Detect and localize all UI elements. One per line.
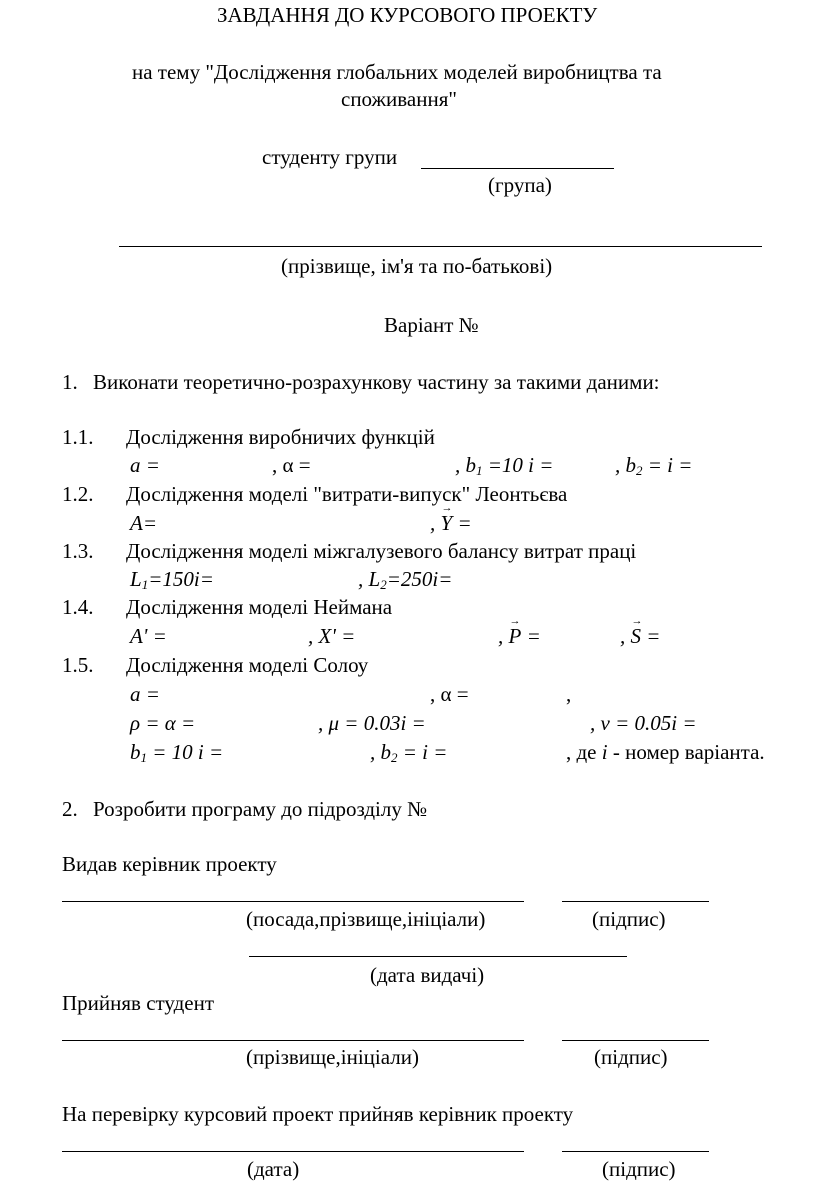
- formula-1-5-a: a =: [130, 682, 160, 706]
- issuer-signature-hint: (підпис): [592, 907, 666, 931]
- formula-1-3-L2: , $L_2=250i=$: [358, 567, 453, 592]
- document-title: ЗАВДАННЯ ДО КУРСОВОГО ПРОЕКТУ: [217, 3, 598, 27]
- formula-1-1-alpha: , α =: [272, 453, 311, 477]
- item-1-3-number: 1.3.: [62, 539, 94, 563]
- student-signature-hint: (підпис): [594, 1045, 668, 1069]
- variant-number-note: , де i - номер варіанта.: [566, 740, 765, 764]
- item-1-2-title: Дослідження моделі "витрати-випуск" Леонтьєва: [126, 482, 568, 506]
- item-1-4-title: Дослідження моделі Неймана: [126, 595, 393, 619]
- formula-1-4-S: , → S =: [620, 626, 660, 647]
- formula-1-5-b2: , $b_2 = i$ =: [370, 740, 448, 765]
- formula-1-2-Y: , → Y =: [430, 513, 472, 534]
- issue-date-field-line[interactable]: [249, 956, 627, 957]
- formula-1-1-b1: , $b_1 =10$ i =: [455, 453, 554, 478]
- item-1-4-number: 1.4.: [62, 595, 94, 619]
- formula-1-5-mu: , μ = 0.03i =: [318, 711, 426, 735]
- student-signature-field-line[interactable]: [562, 1040, 709, 1041]
- item-1-3-title: Дослідження моделі міжгалузевого балансу витрат праці: [126, 539, 637, 563]
- issued-label: Видав керівник проекту: [62, 852, 277, 876]
- review-signature-hint: (підпис): [602, 1157, 676, 1181]
- accepted-label: Прийняв студент: [62, 991, 215, 1015]
- student-name-field-line[interactable]: [119, 246, 762, 247]
- formula-1-4-A: A' =: [130, 624, 167, 648]
- task2-number: 2.: [62, 797, 78, 821]
- formula-1-1-a: a =: [130, 453, 160, 477]
- student-name-hint: (прізвище, ім'я та по-батькові): [281, 254, 553, 278]
- task1-text: Виконати теоретично-розрахункову частину за такими даними:: [93, 370, 660, 394]
- issuer-signature-field-line[interactable]: [562, 901, 709, 902]
- formula-1-5-alpha: , α =: [430, 682, 469, 706]
- review-signature-field-line[interactable]: [562, 1151, 709, 1152]
- review-date-field-line[interactable]: [62, 1151, 524, 1152]
- issue-date-hint: (дата видачі): [370, 963, 485, 987]
- theme-line-1: на тему "Дослідження глобальних моделей виробництва та: [132, 60, 662, 84]
- item-1-5-number: 1.5.: [62, 653, 94, 677]
- item-1-5-title: Дослідження моделі Солоу: [126, 653, 369, 677]
- item-1-2-number: 1.2.: [62, 482, 94, 506]
- variant-label: Варіант №: [384, 313, 479, 337]
- task1-number: 1.: [62, 370, 78, 394]
- review-date-hint: (дата): [247, 1157, 300, 1181]
- formula-1-2-A: A=: [130, 511, 157, 535]
- formula-1-4-X: , X' =: [308, 624, 356, 648]
- group-label: студенту групи: [262, 145, 398, 169]
- review-label: На перевірку курсовий проект прийняв керівник проекту: [62, 1102, 574, 1126]
- group-field-line[interactable]: [421, 168, 614, 169]
- item-1-1-title: Дослідження виробничих функцій: [126, 425, 435, 449]
- formula-1-5-rho: ρ = α =: [130, 711, 196, 735]
- group-hint: (група): [488, 173, 552, 197]
- item-1-1-number: 1.1.: [62, 425, 94, 449]
- formula-1-5-nu: , ν = 0.05i =: [590, 711, 697, 735]
- formula-1-4-P: , → P =: [498, 626, 541, 647]
- formula-1-3-L1: $L_1=150i=$: [130, 567, 214, 592]
- student-initials-hint: (прізвище,ініціали): [246, 1045, 419, 1069]
- formula-1-5-comma: ,: [566, 682, 572, 706]
- student-initials-field-line[interactable]: [62, 1040, 524, 1041]
- formula-1-5-b1: $b_1 = 10$ i =: [130, 740, 224, 765]
- issuer-position-hint: (посада,прізвище,ініціали): [246, 907, 486, 931]
- formula-1-1-b2: , $b_2 = i$ =: [615, 453, 693, 478]
- theme-line-2: споживання": [341, 87, 457, 111]
- task2-text: Розробити програму до підрозділу №: [93, 797, 428, 821]
- issuer-position-field-line[interactable]: [62, 901, 524, 902]
